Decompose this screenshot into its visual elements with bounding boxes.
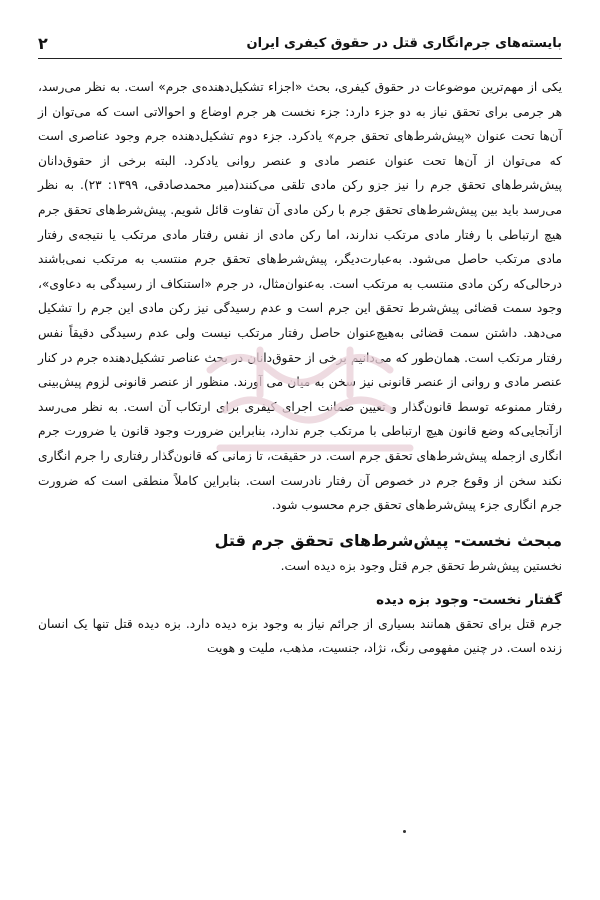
- section-intro: نخستین پیش‌شرط تحقق جرم قتل وجود بزه دیده است.: [280, 558, 562, 573]
- main-paragraph: یکی از مهم‌ترین موضوعات در حقوق کیفری، بحث «اجزاء تشکیل‌دهنده‌ی جرم» است. به نظر می‌رسد، هر جرمی برای تحقق نیاز به دو جزء دارد: جزء نخست هر جرم اوضاع و احوالاتی است که می‌توان از آن‌ها تحت عنوان «پیش‌شرط‌های تحقق جرم» یادکرد. جزء دوم تشکیل‌دهنده جرم وجود عناصری است که می‌توان از آن‌ها تحت عنوان عنصر مادی و عنصر روانی یادکرد. البته برخی از حقوق‌دانان پیش‌شرط‌های تحقق جرم را نیز جزو رکن مادی تلقی می‌کنند(میر محمدصادقی، ۱۳۹۹: ۲۳). به نظر می‌رسد باید بین پیش‌شرط‌های تحقق جرم با رکن مادی آن تفاوت قائل شویم. پیش‌شرط‌های تحقق جرم هیچ ارتباطی با رفتار مادی مرتکب ندارند، اما رکن مادی از نفس رفتار مادی مرتکب یا نتیجه‌ی رفتار مادی مرتکب حاصل می‌شود. به‌عبارت‌دیگر، پیش‌شرط‌های تحقق جرم منتسب به مرتکب نمی‌باشند درحالی‌که رکن مادی منتسب به مرتکب است. به‌عنوان‌مثال، در جرم «استنکاف از رسیدگی به دعاوی»، وجود سمت قضائی پیش‌شرط تحقق این جرم است و عدم رسیدگی نیز رکن مادی این جرم را تشکیل می‌دهد. داشتن سمت قضائی به‌هیچ‌عنوان حاصل رفتار مرتکب نیست ولی عدم رسیدگی دقیقاً نفس رفتار مرتکب است. همان‌طور که می‌دانیم برخی از حقوق‌دانان در بحث عناصر تشکیل‌دهنده جرم در کنار عنصر مادی و روانی از عنصر قانونی نیز سخن به میان می آورند. منظور از عنصر قانونی لزوم پیش‌بینی رفتار ممنوعه توسط قانون‌گذار و تعیین ضمانت اجرای کیفری برای ارتکاب آن است. به نظر می‌رسد ازآنجایی‌که وضع قانون هیچ ارتباطی با مرتکب جرم ندارد، بنابراین ضرورت وجود قانون یا ضرورت جرم انگاری ازجمله پیش‌شرط‌های تحقق جرم است. در حقیقت، تا زمانی که قانون‌گذار رفتاری را جرم انگاری نکند سخن از وقوع جرم در خصوص آن رفتار نادرست است. بنابراین کاملاً منطقی است که ضرورت جرم انگاری جزء پیش‌شرط‌های تحقق جرم محسوب شود.: [38, 80, 563, 513]
- page-header: [38, 26, 562, 59]
- subsection-heading: گفتار نخست- وجود بزه دیده: [376, 591, 562, 608]
- page-dot: [403, 830, 406, 833]
- subsection-text: جرم قتل برای تحقق همانند بسیاری از جرائم نیاز به وجود بزه دیده دارد. بزه دیده قتل تنها یک انسان زنده است. در چنین مفهومی رنگ، نژاد، جنسیت، مذهب، ملیت و هویت: [38, 616, 562, 656]
- running-title: بایسته‌های جرم‌انگاری قتل در حقوق کیفری ایران: [246, 36, 562, 51]
- section-heading: مبحث نخست- پیش‌شرط‌های تحقق جرم قتل: [214, 530, 562, 550]
- body-text: [38, 75, 562, 518]
- page-number: ۲: [38, 34, 48, 53]
